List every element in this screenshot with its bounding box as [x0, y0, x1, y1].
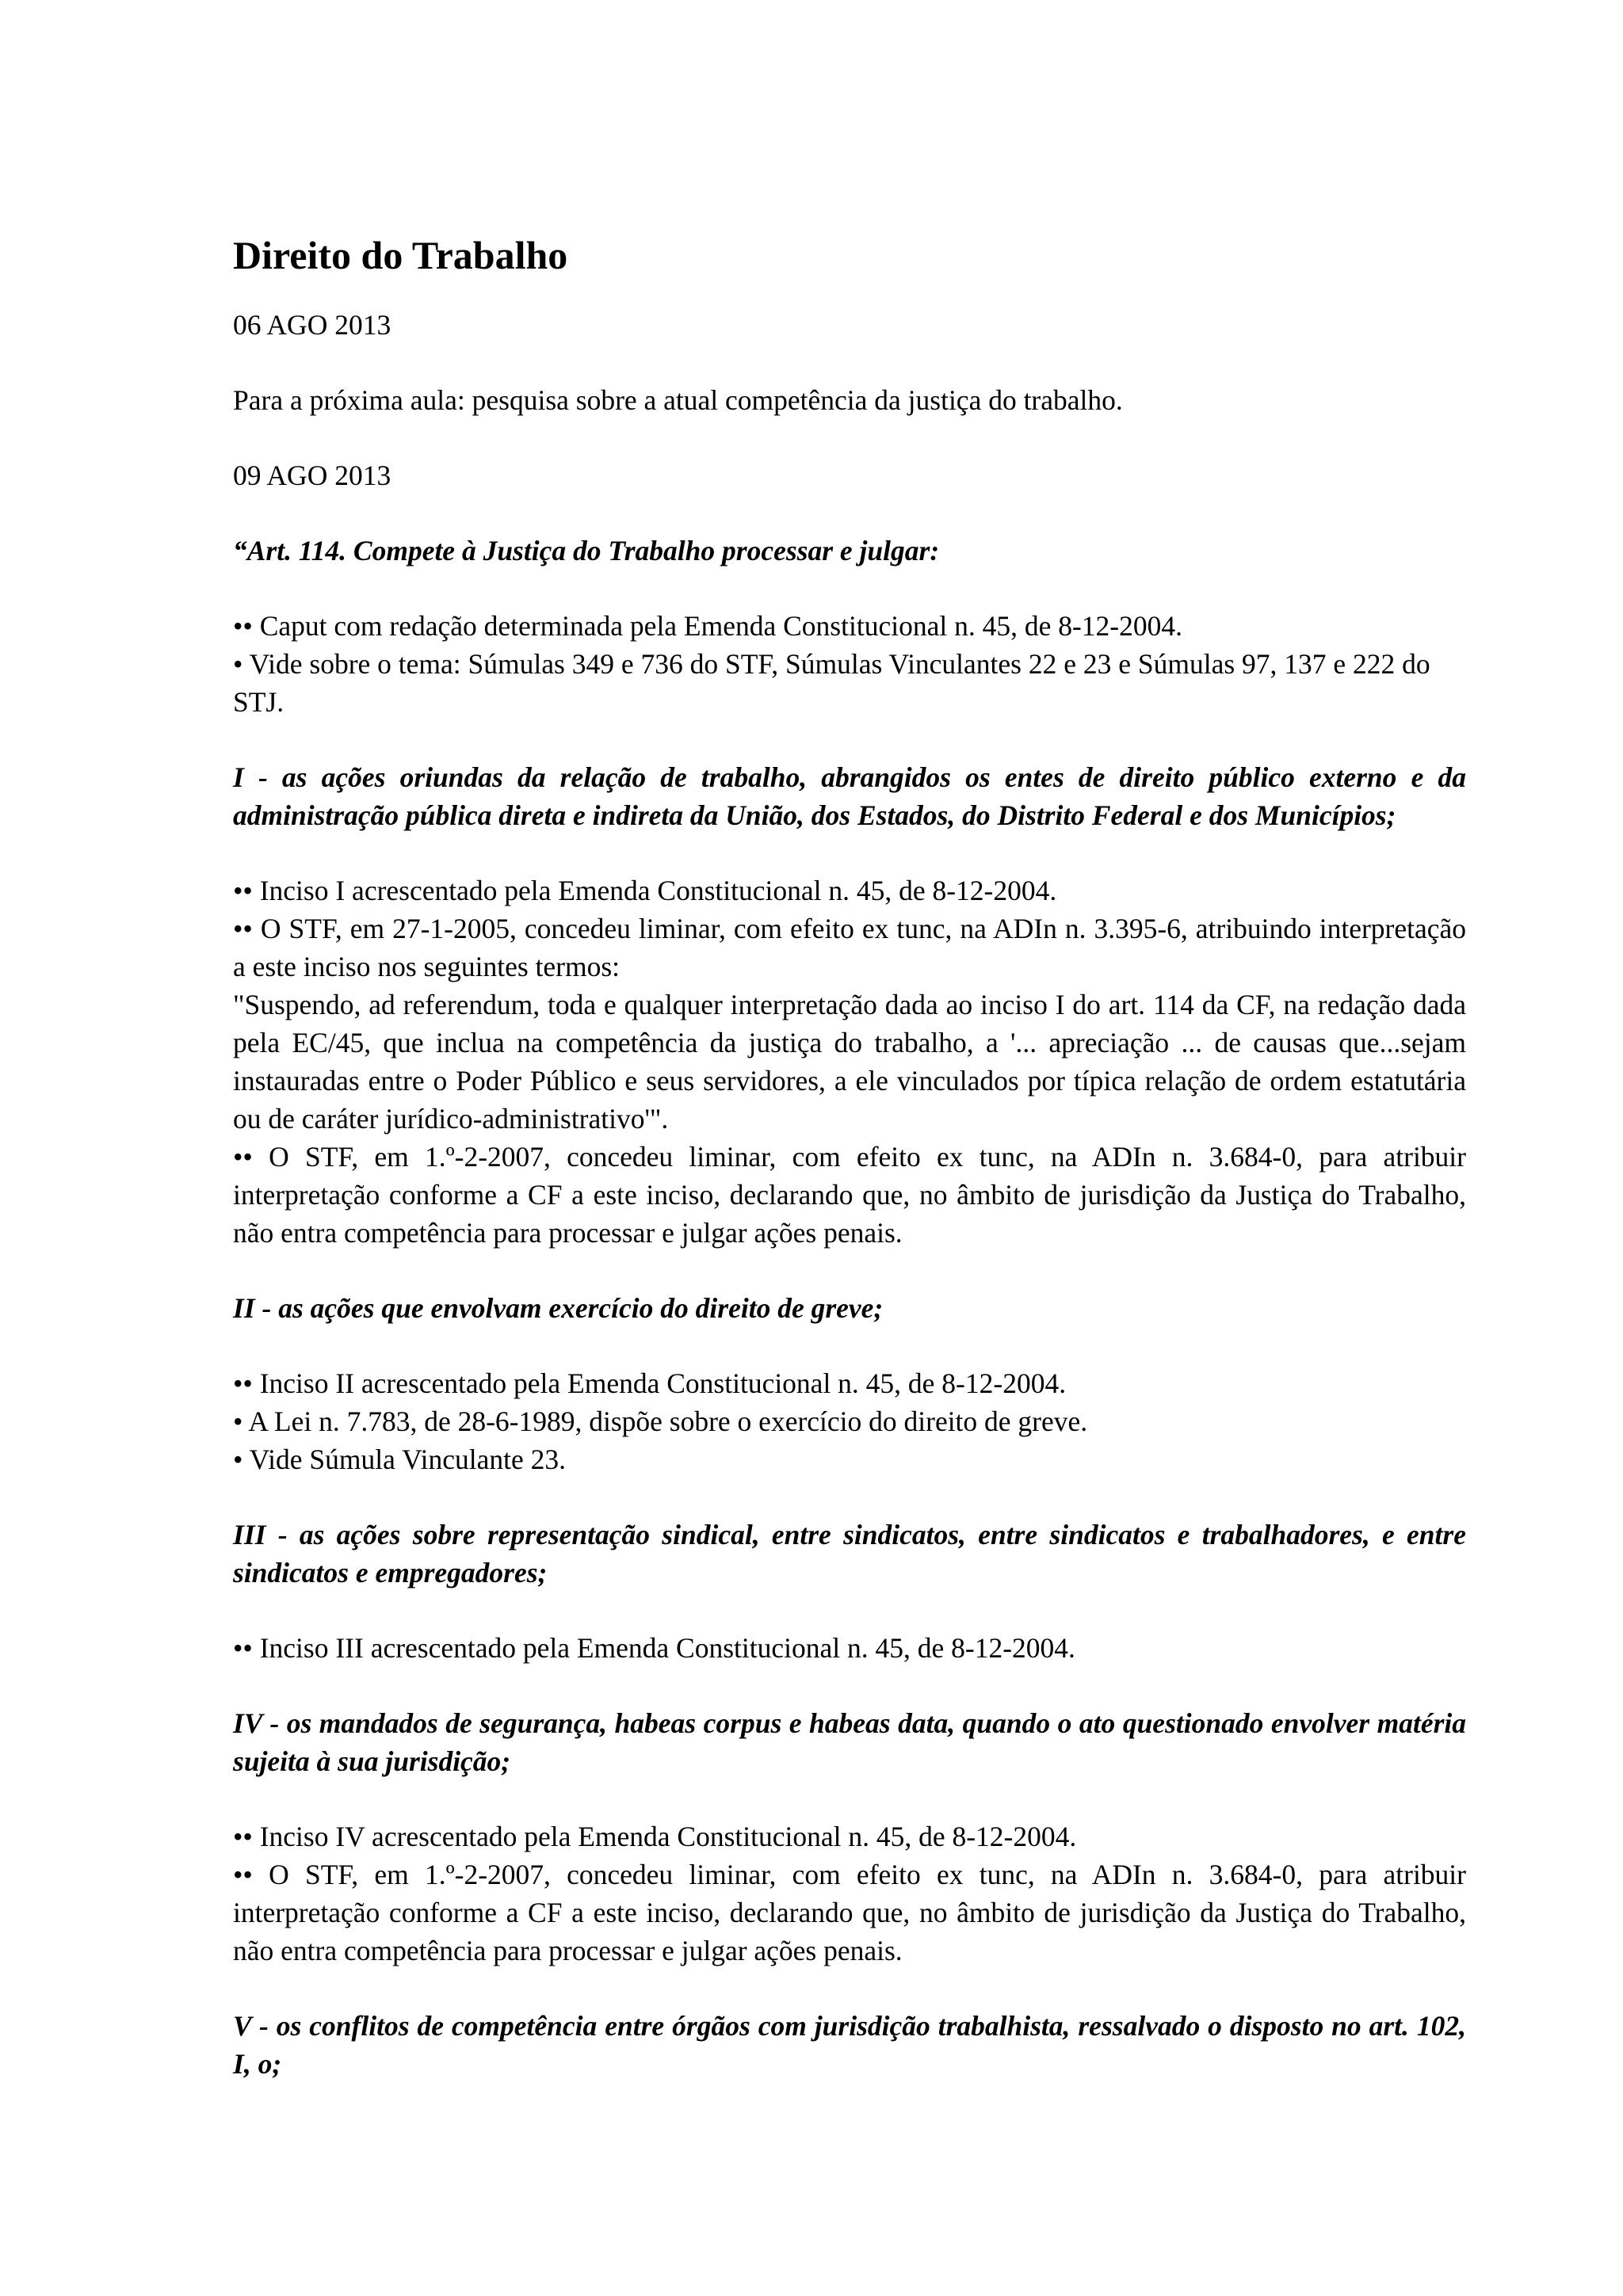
note-item: •• Inciso III acrescentado pela Emenda Constitucional n. 45, de 8-12-2004.: [233, 1632, 1075, 1664]
art-114-notes: [233, 607, 1466, 721]
inciso-iii-notes: [233, 1629, 1466, 1667]
note-item: •• O STF, em 27-1-2005, concedeu liminar, com efeito ex tunc, na ADIn n. 3.395-6, atribuindo interpretação a este inciso nos seguintes termos:: [233, 913, 1466, 982]
inciso-i-notes: [233, 871, 1466, 1252]
note-item: •• Inciso IV acrescentado pela Emenda Constitucional n. 45, de 8-12-2004.: [233, 1821, 1077, 1852]
note-item: • Vide sobre o tema: Súmulas 349 e 736 do STF, Súmulas Vinculantes 22 e 23 e Súmulas 97, 137 e 222 do STJ.: [233, 648, 1430, 718]
note-item: • Vide Súmula Vinculante 23.: [233, 1444, 566, 1475]
note-next-class: Para a próxima aula: pesquisa sobre a atual competência da justiça do trabalho.: [233, 384, 1123, 416]
note-quote: "Suspendo, ad referendum, toda e qualquer interpretação dada ao inciso I do art. 114 da CF, na redação dada pela EC/45, que inclua na competência da justiça do trabalho, a '... apreciação ... de causas que...sejam instauradas entre o Poder Público e seus servidores, a ele vinculados por típica relação de ordem estatutária ou de caráter jurídico-administrativo'".: [233, 989, 1466, 1135]
note-item: •• Inciso I acrescentado pela Emenda Constitucional n. 45, de 8-12-2004.: [233, 875, 1057, 906]
date-1: 06 AGO 2013: [233, 309, 391, 341]
document-page: [233, 231, 1466, 2083]
inciso-iv-heading: IV - os mandados de segurança, habeas corpus e habeas data, quando o ato questionado envolver matéria sujeita à sua jurisdição;: [233, 1707, 1466, 1777]
note-item: •• Inciso II acrescentado pela Emenda Constitucional n. 45, de 8-12-2004.: [233, 1367, 1067, 1399]
note-item: •• O STF, em 1.º-2-2007, concedeu liminar, com efeito ex tunc, na ADIn n. 3.684-0, para atribuir interpretação conforme a CF a este inciso, declarando que, no âmbito de jurisdição da Justiça do Trabalho, não entra competência para processar e julgar ações penais.: [233, 1859, 1466, 1966]
art-114-heading: “Art. 114. Compete à Justiça do Trabalho processar e julgar:: [233, 535, 940, 566]
inciso-ii-notes: [233, 1364, 1466, 1478]
inciso-ii-heading: II - as ações que envolvam exercício do direito de greve;: [233, 1292, 884, 1324]
note-item: • A Lei n. 7.783, de 28-6-1989, dispõe sobre o exercício do direito de greve.: [233, 1405, 1088, 1437]
inciso-iv-notes: [233, 1817, 1466, 1970]
note-item: •• O STF, em 1.º-2-2007, concedeu liminar, com efeito ex tunc, na ADIn n. 3.684-0, para atribuir interpretação conforme a CF a este inciso, declarando que, no âmbito de jurisdição da Justiça do Trabalho, não entra competência para processar e julgar ações penais.: [233, 1141, 1466, 1249]
page-title: Direito do Trabalho: [233, 233, 568, 277]
date-2: 09 AGO 2013: [233, 460, 391, 491]
note-item: •• Caput com redação determinada pela Emenda Constitucional n. 45, de 8-12-2004.: [233, 610, 1182, 642]
inciso-i-heading: I - as ações oriundas da relação de trabalho, abrangidos os entes de direito público externo e da administração pública direta e indireta da União, dos Estados, do Distrito Federal e dos Municípios;: [233, 761, 1466, 831]
inciso-iii-heading: III - as ações sobre representação sindical, entre sindicatos, entre sindicatos e trabalhadores, e entre sindicatos e empregadores;: [233, 1519, 1466, 1589]
inciso-v-heading: V - os conflitos de competência entre órgãos com jurisdição trabalhista, ressalvado o disposto no art. 102, I, o;: [233, 2010, 1466, 2080]
